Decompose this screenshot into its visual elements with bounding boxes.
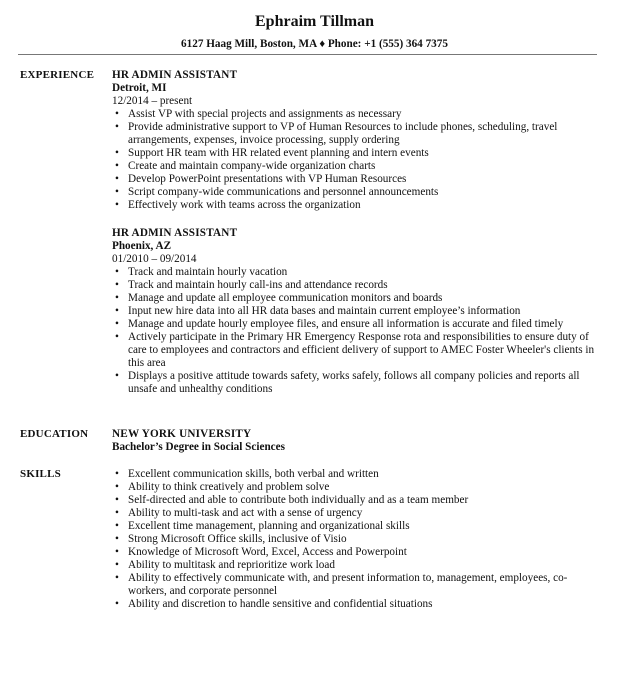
list-item: • Self-directed and able to contribute both individually and as a team member [128,494,602,507]
job-duties [112,108,602,212]
experience-label: EXPERIENCE [20,69,95,81]
list-item: • Excellent time management, planning and organizational skills [128,520,602,533]
job-title: HR ADMIN ASSISTANT [112,227,238,239]
job-dates: 01/2010 – 09/2014 [112,253,197,265]
list-item: • Ability to effectively communicate with, and present information to, management, employees, co-workers, and corporate personnel [128,572,602,598]
list-item: • Strong Microsoft Office skills, inclusive of Visio [128,533,602,546]
degree: Bachelor’s Degree in Social Sciences [112,441,285,453]
candidate-name: Ephraim Tillman [255,13,374,30]
list-item: • Actively participate in the Primary HR Emergency Response rota and responsibilities to ensure duty of care to employees and contractors and efficient delivery of support to AMEC Foster Wheeler's clients in this area [128,331,602,370]
job-location: Detroit, MI [112,82,167,94]
skills-label: SKILLS [20,468,61,480]
list-item: • Effectively work with teams across the organization [128,199,602,212]
list-item: • Track and maintain hourly vacation [128,266,602,279]
job-dates: 12/2014 – present [112,95,193,107]
list-item: • Ability to multi-task and act with a sense of urgency [128,507,602,520]
list-item: • Script company-wide communications and personnel announcements [128,186,602,199]
job-location: Phoenix, AZ [112,240,172,252]
list-item: • Create and maintain company-wide organization charts [128,160,602,173]
list-item: • Excellent communication skills, both verbal and written [128,468,602,481]
list-item: • Manage and update all employee communication monitors and boards [128,292,602,305]
list-item: • Assist VP with special projects and assignments as necessary [128,108,602,121]
list-item: • Develop PowerPoint presentations with VP Human Resources [128,173,602,186]
list-item: • Ability and discretion to handle sensitive and confidential situations [128,598,602,611]
list-item: • Provide administrative support to VP of Human Resources to include phones, scheduling, travel arrangements, expenses, invoice processing, supply ordering [128,121,602,147]
header-divider [18,54,597,55]
school-name: NEW YORK UNIVERSITY [112,428,252,440]
job-duties [112,266,602,396]
job-entry [112,69,602,212]
education-label: EDUCATION [20,428,89,440]
list-item: • Ability to multitask and reprioritize work load [128,559,602,572]
skills-list [112,468,602,611]
list-item: • Ability to think creatively and problem solve [128,481,602,494]
experience-body [112,69,602,396]
list-item: • Input new hire data into all HR data bases and maintain current employee’s information [128,305,602,318]
education-body [112,428,602,454]
job-title: HR ADMIN ASSISTANT [112,69,238,81]
list-item: • Displays a positive attitude towards safety, works safely, follows all company policies and reports all unsafe and unhealthy conditions [128,370,602,396]
list-item: • Support HR team with HR related event planning and intern events [128,147,602,160]
contact-line: 6127 Haag Mill, Boston, MA ♦ Phone: +1 (555) 364 7375 [181,38,448,50]
list-item: • Manage and update hourly employee files, and ensure all information is accurate and filed timely [128,318,602,331]
list-item: • Track and maintain hourly call-ins and attendance records [128,279,602,292]
job-entry [112,227,602,396]
list-item: • Knowledge of Microsoft Word, Excel, Access and Powerpoint [128,546,602,559]
skills-body [112,468,602,611]
